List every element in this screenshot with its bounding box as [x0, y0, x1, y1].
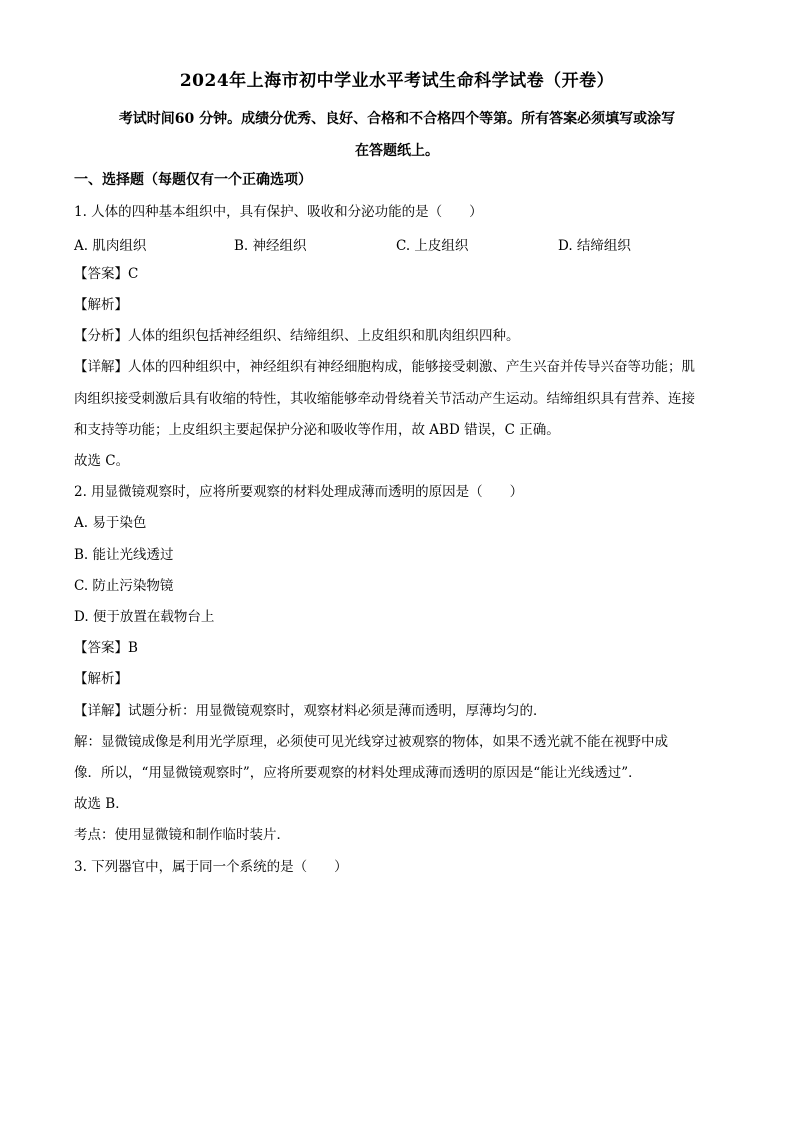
q1-option-a: A. 肌肉组织: [74, 238, 147, 254]
q1-option-c: C. 上皮组织: [396, 238, 469, 254]
q1-answer: 【答案】C: [74, 266, 139, 282]
q2-solution-line-1: 解：显微镜成像是利用光学原理，必须使可见光线穿过被观察的物体，如果不透光就不能在视野中成: [74, 734, 668, 750]
q1-stem: 1. 人体的四种基本组织中，具有保护、吸收和分泌功能的是（ ）: [74, 204, 483, 220]
q2-detail: 【详解】试题分析：用显微镜观察时，观察材料必须是薄而透明，厚薄均匀的．: [74, 703, 547, 719]
q2-answer: 【答案】B: [74, 640, 138, 656]
q3-stem: 3. 下列器官中，属于同一个系统的是（ ）: [74, 859, 348, 875]
q2-option-c: C. 防止污染物镜: [74, 578, 174, 594]
q2-option-b: B. 能让光线透过: [74, 547, 174, 563]
q2-analysis-label: 【解析】: [74, 671, 128, 687]
q2-option-d: D. 便于放置在载物台上: [74, 609, 215, 625]
q1-option-d: D. 结缔组织: [558, 238, 631, 254]
q1-fenxi: 【分析】人体的组织包括神经组织、结缔组织、上皮组织和肌肉组织四种。: [74, 328, 520, 344]
instructions-line-2: 在答题纸上。: [355, 143, 439, 159]
q2-solution-line-2: 像．所以，“用显微镜观察时”，应将所要观察的材料处理成薄而透明的原因是“能让光线透过”．: [74, 765, 642, 781]
exam-title: 2024年上海市初中学业水平考试生命科学试卷（开卷）: [179, 71, 615, 91]
q1-detail-line-2: 肉组织接受刺激后具有收缩的特性，其收缩能够牵动骨绕着关节活动产生运动。结缔组织具有营养、连接: [74, 391, 695, 407]
q2-kaodian: 考点：使用显微镜和制作临时装片．: [74, 827, 290, 843]
section-heading: 一、选择题（每题仅有一个正确选项）: [74, 172, 312, 188]
q2-conclusion: 故选 B．: [74, 796, 129, 812]
q1-detail-line-3: 和支持等功能；上皮组织主要起保护分泌和吸收等作用，故 ABD 错误，C 正确。: [74, 422, 560, 438]
q2-option-a: A. 易于染色: [74, 515, 147, 531]
q1-detail-line-1: 【详解】人体的四种组织中，神经组织有神经细胞构成，能够接受刺激、产生兴奋并传导兴奋等功能；肌: [74, 359, 695, 375]
q2-stem: 2. 用显微镜观察时，应将所要观察的材料处理成薄而透明的原因是（ ）: [74, 484, 524, 500]
q1-analysis-label: 【解析】: [74, 297, 128, 313]
q1-conclusion: 故选 C。: [74, 453, 130, 469]
q1-option-b: B. 神经组织: [234, 238, 307, 254]
instructions-line-1: 考试时间60 分钟。成绩分优秀、良好、合格和不合格四个等第。所有答案必须填写或涂写: [118, 111, 676, 127]
